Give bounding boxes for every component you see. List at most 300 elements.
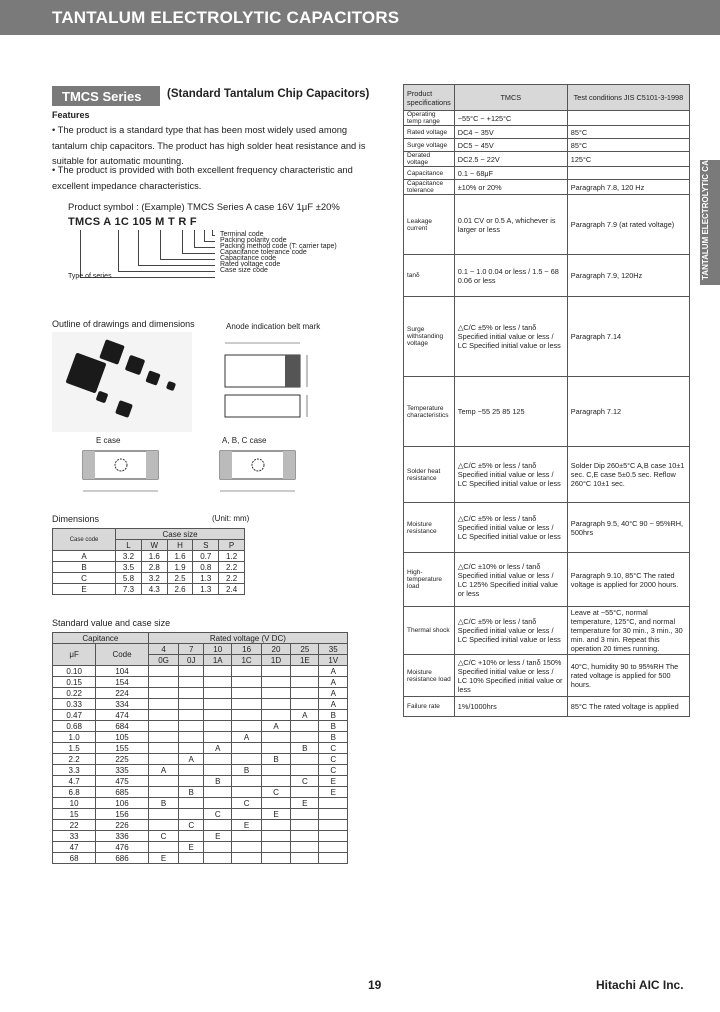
table-cell: 0.47 [53,710,96,721]
table-row [53,820,348,831]
leader-line [204,230,205,241]
table-cell: 474 [96,710,149,721]
spec-condition: Paragraph 7.9 (at rated voltage) [567,195,689,255]
table-cell: A [148,765,179,776]
table-row [53,688,348,699]
spec-value: DC5 ~ 45V [454,139,567,152]
table-cell: 335 [96,765,149,776]
features-heading: Features [52,110,90,120]
symbol-title: Product symbol : (Example) TMCS Series A case 16V 1μF ±20% [68,202,340,213]
table-cell: 226 [96,820,149,831]
table-cell: 5.8 [116,573,142,584]
table-cell: C [232,798,261,809]
table-cell: A [319,688,348,699]
table-row [53,710,348,721]
table-cell [179,721,204,732]
spec-item: Surge withstanding voltage [404,297,455,377]
table-cell [148,776,179,787]
table-row [53,743,348,754]
header-cell: 1D [261,655,290,666]
table-cell [179,699,204,710]
spec-condition: 85°C [567,126,689,139]
table-cell: C [204,809,232,820]
header-cell: 10 [204,644,232,655]
spec-value: 0.1 ~ 1.0 0.04 or less / 1.5 ~ 68 0.06 or less [454,255,567,297]
table-cell: 2.2 [219,562,245,573]
spec-value: △C/C ±5% or less / tanδ Specified initial value or less / LC Specified initial value or less [454,297,567,377]
table-cell [232,754,261,765]
table-cell [179,732,204,743]
table-cell: C [148,831,179,842]
table-row [53,765,348,776]
table-cell: 3.3 [53,765,96,776]
spec-item: Failure rate [404,697,455,717]
table-cell [232,721,261,732]
table-row [404,377,690,447]
table-cell [291,688,319,699]
header-cell: 35 [319,644,348,655]
spec-condition: Paragraph 7.14 [567,297,689,377]
table-cell: 0.22 [53,688,96,699]
table-cell: E [319,787,348,798]
table-row [53,551,245,562]
table-cell: A [232,732,261,743]
table-cell: 475 [96,776,149,787]
table-cell [204,732,232,743]
table-cell: E [232,820,261,831]
spec-table [403,84,690,717]
table-row [404,655,690,697]
table-cell [291,666,319,677]
table-row [53,853,348,864]
table-cell: A [204,743,232,754]
table-cell: B [53,562,116,573]
table-cell [261,732,290,743]
table-cell [232,677,261,688]
table-row [53,666,348,677]
leader-line [194,247,215,248]
table-cell [148,820,179,831]
table-cell: B [319,721,348,732]
standard-values-table [52,632,348,864]
table-cell: A [319,666,348,677]
code-label: Rated voltage code [220,261,281,268]
spec-condition: 85°C [567,139,689,152]
table-cell [261,710,290,721]
table-cell: B [148,798,179,809]
table-cell: A [319,699,348,710]
table-cell [179,710,204,721]
table-cell [291,842,319,853]
spec-item: Leakage current [404,195,455,255]
spec-item: Derated voltage [404,152,455,167]
spec-condition: 85°C The rated voltage is applied [567,697,689,717]
feature-item: • The product is a standard type that has been most widely used among tantalum chip capacitors. The product has high solder heat resistance and is suitable for automatic mounting. [52,125,366,166]
table-cell [204,820,232,831]
table-cell [319,831,348,842]
series-subtitle: (Standard Tantalum Chip Capacitors) [167,88,370,100]
page-number: 19 [368,978,382,992]
table-cell [261,842,290,853]
header-cell: P [219,540,245,551]
spec-item: Capacitance tolerance [404,180,455,195]
header-cell: 7 [179,644,204,655]
spec-condition: Leave at −55°C, normal temperature, 125°C, and normal temperature for 30 min., 3 min., 30 min. and 3 min. Repeat this operation 20 times running. [567,607,689,655]
table-cell: C [319,765,348,776]
table-cell [148,842,179,853]
header-cell: S [193,540,219,551]
header-cell: 1A [204,655,232,666]
table-cell [261,743,290,754]
table-cell: 68 [53,853,96,864]
table-cell [291,820,319,831]
table-cell: C [179,820,204,831]
header-cell: Product specifications [404,85,455,111]
table-cell: E [261,809,290,820]
spec-value: △C/C ±10% or less / tanδ Specified initial value or less / LC 125% Specified initial value or less [454,553,567,607]
table-cell: 0.15 [53,677,96,688]
table-row [53,842,348,853]
header-cell: 25 [291,644,319,655]
table-cell: 33 [53,831,96,842]
series-title: TMCS Series [52,86,160,106]
outline-title: Outline of drawings and dimensions [52,319,195,329]
table-cell: 3.5 [116,562,142,573]
side-tab-label: TANTALUM ELECTROLYTIC CAPACITORS [701,119,710,280]
spec-condition: Paragraph 7.9, 120Hz [567,255,689,297]
table-row [53,699,348,710]
table-cell: 4.7 [53,776,96,787]
table-cell [232,842,261,853]
table-cell: E [204,831,232,842]
table-cell: C [261,787,290,798]
header-cell: 1C [232,655,261,666]
table-cell [261,820,290,831]
table-row [404,152,690,167]
table-row [404,180,690,195]
table-cell: C [319,754,348,765]
table-cell: E [291,798,319,809]
table-cell [291,787,319,798]
table-cell: 3.2 [141,573,167,584]
dimensions-unit: (Unit: mm) [212,514,250,523]
table-cell: 105 [96,732,149,743]
table-row [53,831,348,842]
table-cell: 106 [96,798,149,809]
table-row [53,776,348,787]
table-row [404,126,690,139]
table-cell [232,699,261,710]
spec-value: △C/C +10% or less / tanδ 150% Specified initial value or less / LC 10% Specified initial value or less [454,655,567,697]
table-cell [291,677,319,688]
table-cell: 336 [96,831,149,842]
header-cell: Test conditions JIS C5101-3-1998 [567,85,689,111]
leader-line [118,230,119,271]
standard-values-title: Standard value and case size [52,618,171,628]
table-cell: 0.8 [193,562,219,573]
table-cell [204,754,232,765]
table-cell: A [261,721,290,732]
code-label: Packing polarity code [220,237,287,244]
leader-line [80,230,81,277]
table-cell [179,765,204,776]
table-cell [291,732,319,743]
table-cell: B [319,710,348,721]
header-cell: 1E [291,655,319,666]
table-cell [291,765,319,776]
table-cell [232,688,261,699]
code-label: Terminal code [220,231,264,238]
leader-line [204,241,215,242]
table-cell: E [179,842,204,853]
table-cell [319,809,348,820]
table-cell: C [53,573,116,584]
spec-item: tanδ [404,255,455,297]
table-cell: 685 [96,787,149,798]
table-cell: 3.2 [116,551,142,562]
spec-item: Operating temp range [404,111,455,126]
table-row [53,677,348,688]
header-cell: 16 [232,644,261,655]
spec-value: −55°C ~ +125°C [454,111,567,126]
table-cell [179,853,204,864]
spec-value: 0.1 ~ 68μF [454,167,567,180]
spec-condition: 125°C [567,152,689,167]
table-row [404,553,690,607]
table-cell: C [291,776,319,787]
table-cell [261,765,290,776]
table-row [53,584,245,595]
e-case-label: E case [96,436,121,445]
table-cell: 224 [96,688,149,699]
table-cell: 6.8 [53,787,96,798]
spec-condition [567,111,689,126]
leader-line [118,271,215,272]
table-row [404,255,690,297]
table-cell [261,677,290,688]
table-cell [291,699,319,710]
table-cell: 684 [96,721,149,732]
page-title: TANTALUM ELECTROLYTIC CAPACITORS [52,8,400,27]
leader-line [182,230,183,253]
header-cell: L [116,540,142,551]
table-cell: 1.2 [219,551,245,562]
table-row [53,787,348,798]
table-cell [204,666,232,677]
table-cell: A [179,754,204,765]
table-cell: 15 [53,809,96,820]
table-cell [204,787,232,798]
table-cell [179,776,204,787]
table-cell: B [291,743,319,754]
spec-value: DC2.5 ~ 22V [454,152,567,167]
table-cell [179,809,204,820]
table-cell [232,743,261,754]
header-cell: 0G [148,655,179,666]
table-cell [204,688,232,699]
header-cell: Case code [53,529,116,551]
leader-line [138,265,215,266]
table-cell [261,666,290,677]
spec-item: High-temperature load [404,553,455,607]
table-cell: 2.5 [167,573,193,584]
table-cell [148,743,179,754]
table-cell [319,842,348,853]
header-cell: 4 [148,644,179,655]
table-cell [291,853,319,864]
table-cell [148,710,179,721]
leader-line [182,253,215,254]
spec-item: Rated voltage [404,126,455,139]
header-cell: H [167,540,193,551]
table-cell: 154 [96,677,149,688]
table-row [404,139,690,152]
spec-item: Capacitance [404,167,455,180]
table-row [404,447,690,503]
table-cell: A [53,551,116,562]
spec-condition: Paragraph 7.12 [567,377,689,447]
table-cell: 1.3 [193,584,219,595]
table-row [53,798,348,809]
code-label: Type of series [68,273,112,280]
table-cell [179,688,204,699]
symbol-code: TMCS A 1C 105 M T R F [68,216,197,228]
header-cell: 1V [319,655,348,666]
code-label: Capacitance code [220,255,277,262]
abc-case-drawing [212,446,307,501]
table-row [53,573,245,584]
header-cell: W [141,540,167,551]
spec-item: Moisture resistance load [404,655,455,697]
table-cell [232,710,261,721]
table-cell: 2.2 [219,573,245,584]
table-cell: 47 [53,842,96,853]
table-cell: 1.3 [193,573,219,584]
table-cell: 1.6 [141,551,167,562]
table-cell [261,699,290,710]
table-cell [261,853,290,864]
table-cell [204,699,232,710]
table-cell: E [148,853,179,864]
table-cell [148,677,179,688]
table-cell: 155 [96,743,149,754]
spec-value: △C/C ±5% or less / tanδ Specified initial value or less / LC Specified initial value or less [454,607,567,655]
table-cell: 2.2 [53,754,96,765]
table-row [404,607,690,655]
table-cell [291,809,319,820]
leader-line [160,259,215,260]
table-cell [291,831,319,842]
table-cell [148,787,179,798]
table-cell [179,831,204,842]
abc-case-label: A, B, C case [222,436,267,445]
spec-condition: Paragraph 7.8, 120 Hz [567,180,689,195]
table-cell [232,853,261,864]
table-row [404,503,690,553]
table-cell [232,831,261,842]
table-cell [204,853,232,864]
table-row [404,167,690,180]
table-cell [148,688,179,699]
table-cell: A [291,710,319,721]
table-cell [232,809,261,820]
table-cell [261,798,290,809]
table-cell [148,721,179,732]
leader-line [212,235,215,236]
table-cell [148,666,179,677]
table-cell [204,765,232,776]
code-label: Capacitance tolerance code [220,249,307,256]
spec-item: Temperature characteristics [404,377,455,447]
table-cell [179,743,204,754]
table-row [53,562,245,573]
table-cell: B [179,787,204,798]
table-cell [148,699,179,710]
spec-condition: Paragraph 9.10, 85°C The rated voltage is applied for 2000 hours. [567,553,689,607]
spec-item: Solder heat resistance [404,447,455,503]
header-cell: μF [53,644,96,666]
spec-item: Moisture resistance [404,503,455,553]
spec-value: △C/C ±5% or less / tanδ Specified initial value or less / LC Specified initial value or less [454,503,567,553]
product-photo [52,332,192,432]
table-cell: 1.5 [53,743,96,754]
table-cell: C [319,743,348,754]
table-row [53,809,348,820]
table-cell [204,842,232,853]
table-cell: 0.68 [53,721,96,732]
spec-value: 1%/1000hrs [454,697,567,717]
table-cell [291,721,319,732]
header-cell: Rated voltage (V DC) [148,633,347,644]
table-cell: 0.10 [53,666,96,677]
company-name: Hitachi AIC Inc. [596,978,684,992]
table-cell: 0.7 [193,551,219,562]
table-row [404,111,690,126]
table-cell: 476 [96,842,149,853]
table-cell: A [319,677,348,688]
table-cell: B [232,765,261,776]
table-cell [261,776,290,787]
leader-line [138,230,139,265]
header-cell: 0J [179,655,204,666]
spec-condition: Solder Dip 260±5°C A,B case 10±1 sec. C,E case 5±0.5 sec. Reflow 260°C 10±1 sec. [567,447,689,503]
table-cell [319,820,348,831]
table-cell: 1.9 [167,562,193,573]
spec-condition [567,167,689,180]
table-cell: 2.4 [219,584,245,595]
table-cell: 0.33 [53,699,96,710]
header-cell: 20 [261,644,290,655]
header-cell: TMCS [454,85,567,111]
table-cell [319,853,348,864]
header-cell: Code [96,644,149,666]
table-cell: B [261,754,290,765]
table-cell [261,688,290,699]
table-cell: 1.6 [167,551,193,562]
spec-value: DC4 ~ 35V [454,126,567,139]
table-cell [232,776,261,787]
dimensions-table [52,528,245,595]
table-cell [148,809,179,820]
table-cell: 104 [96,666,149,677]
e-case-drawing [75,446,170,501]
table-cell [232,787,261,798]
header-cell: Case size [116,529,245,540]
spec-item: Surge voltage [404,139,455,152]
table-cell: 225 [96,754,149,765]
table-cell: 7.3 [116,584,142,595]
table-row [404,697,690,717]
